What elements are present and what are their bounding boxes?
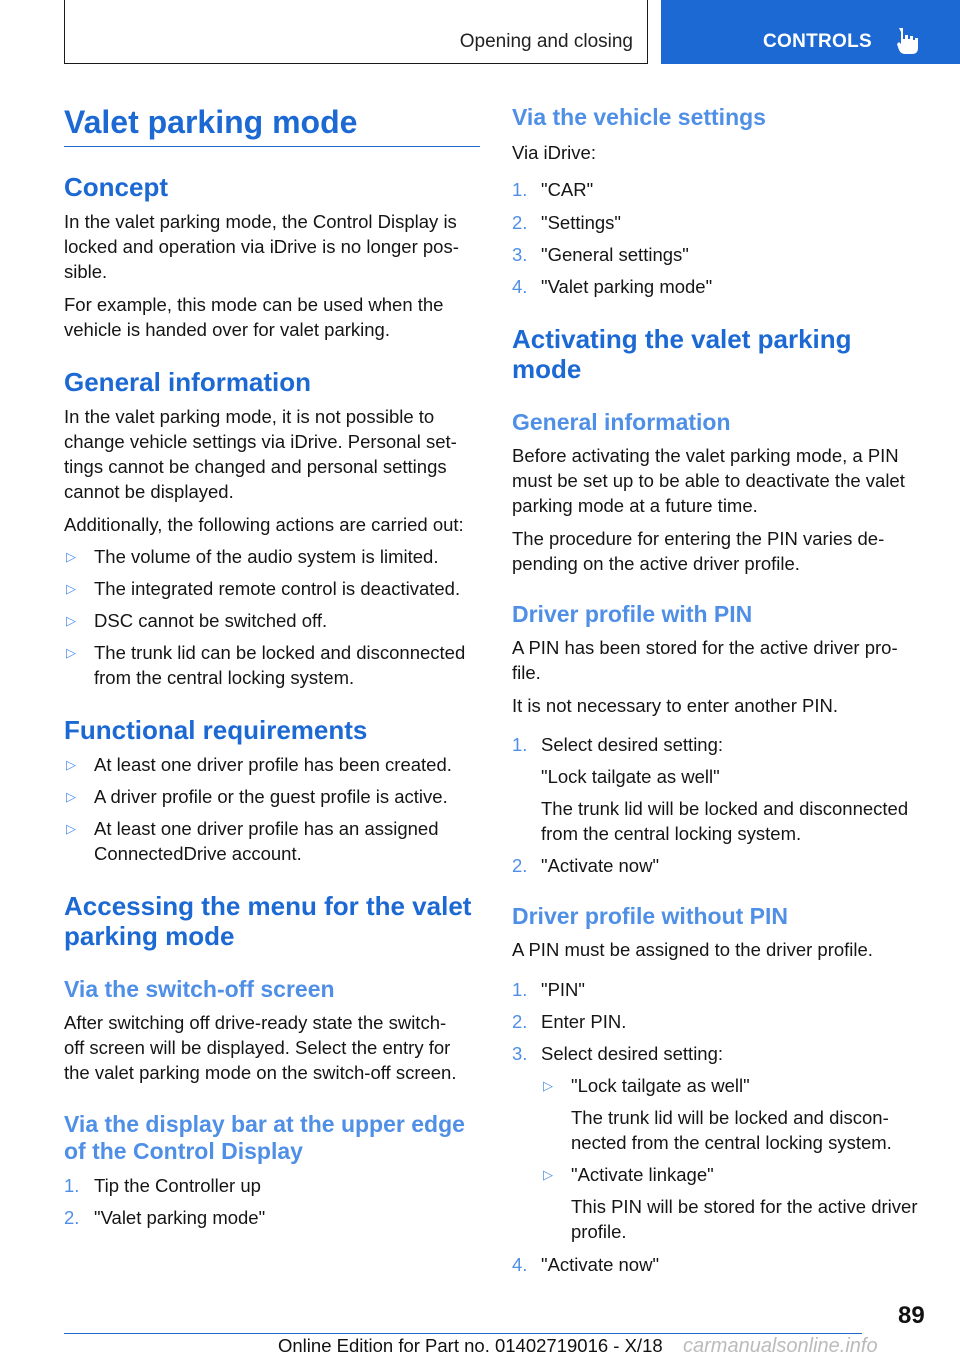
- triangle-bullet-icon: ▷: [66, 549, 76, 564]
- step-text: Select desired setting:: [541, 734, 724, 755]
- withoutpin-heading: Driver profile without PIN: [512, 903, 789, 929]
- general-line: In the valet parking mode, it is not possible to: [64, 406, 435, 427]
- accessing-heading: parking mode: [64, 921, 235, 951]
- switchoff-heading: Via the switch-off screen: [64, 976, 335, 1002]
- functional-heading: Functional requirements: [64, 715, 368, 745]
- activating-line: must be set up to be able to deactivate the valet: [512, 470, 905, 491]
- triangle-bullet-icon: ▷: [66, 757, 76, 772]
- sub-list-detail: The trunk lid will be locked and discon‐: [571, 1107, 889, 1128]
- title-rule: [64, 146, 480, 147]
- switchoff-line: After switching off drive-ready state the switch-: [64, 1012, 447, 1033]
- step-number: 1.: [64, 1175, 80, 1196]
- triangle-bullet-icon: ▷: [66, 789, 76, 804]
- triangle-bullet-icon: ▷: [543, 1167, 553, 1182]
- list-item: At least one driver profile has been created.: [94, 754, 452, 775]
- step-text: "CAR": [541, 179, 594, 200]
- vehicle-intro: Via iDrive:: [512, 142, 596, 163]
- step-detail: from the central locking system.: [541, 823, 802, 844]
- activating-line: Before activating the valet parking mode, a PIN: [512, 445, 899, 466]
- withpin-heading: Driver profile with PIN: [512, 601, 753, 627]
- sub-list-detail: nected from the central locking system.: [571, 1132, 892, 1153]
- switchoff-line: the valet parking mode on the switch-off screen.: [64, 1062, 457, 1083]
- general-line: change vehicle settings via iDrive. Personal set‐: [64, 431, 457, 452]
- step-text: "Activate now": [541, 855, 660, 876]
- concept-line: For example, this mode can be used when the: [64, 294, 444, 315]
- activating-heading: mode: [512, 354, 582, 384]
- list-item-cont: from the central locking system.: [94, 667, 355, 688]
- switchoff-line: off screen will be displayed. Select the entry for: [64, 1037, 451, 1058]
- list-item: The trunk lid can be locked and disconnected: [94, 642, 466, 663]
- step-text: "Activate now": [541, 1254, 660, 1275]
- list-item-cont: ConnectedDrive account.: [94, 843, 302, 864]
- activating-general-heading: General information: [512, 409, 731, 435]
- header-chapter-title: CONTROLS: [763, 31, 873, 52]
- step-number: 2.: [64, 1207, 80, 1228]
- step-text: "Settings": [541, 212, 621, 233]
- accessing-heading: Accessing the menu for the valet: [64, 891, 472, 921]
- footer-edition: Online Edition for Part no. 01402719016 - X/18: [278, 1335, 663, 1356]
- header-chapter-tab[interactable]: [661, 0, 960, 64]
- triangle-bullet-icon: ▷: [66, 645, 76, 660]
- footer-rule: [64, 1333, 862, 1334]
- concept-line: vehicle is handed over for valet parking.: [64, 319, 390, 340]
- sub-list-detail: This PIN will be stored for the active driver: [571, 1196, 918, 1217]
- step-number: 1.: [512, 734, 528, 755]
- step-text: "General settings": [541, 244, 689, 265]
- concept-line: sible.: [64, 261, 108, 282]
- activating-line: The procedure for entering the PIN varies de‐: [512, 528, 885, 549]
- step-number: 1.: [512, 179, 528, 200]
- watermark: carmanualsonline.info: [683, 1335, 878, 1357]
- page-title: Valet parking mode: [64, 104, 358, 140]
- header-section-title: Opening and closing: [459, 31, 633, 52]
- withoutpin-line: A PIN must be assigned to the driver profile.: [512, 939, 873, 960]
- step-number: 2.: [512, 1011, 528, 1032]
- step-text: "Valet parking mode": [94, 1207, 266, 1228]
- step-number: 4.: [512, 276, 528, 297]
- general-line: cannot be displayed.: [64, 481, 234, 502]
- activating-heading: Activating the valet parking: [512, 324, 852, 354]
- step-text: "Valet parking mode": [541, 276, 713, 297]
- general-line: tings cannot be changed and personal settings: [64, 456, 447, 477]
- concept-line: locked and operation via iDrive is no longer pos‐: [64, 236, 459, 257]
- step-number: 3.: [512, 244, 528, 265]
- sub-list-item: "Activate linkage": [571, 1164, 714, 1185]
- step-text: Select desired setting:: [541, 1043, 724, 1064]
- triangle-bullet-icon: ▷: [66, 613, 76, 628]
- list-item: The integrated remote control is deactivated.: [94, 578, 461, 599]
- list-item: DSC cannot be switched off.: [94, 610, 328, 631]
- step-number: 2.: [512, 855, 528, 876]
- concept-line: In the valet parking mode, the Control Display is: [64, 211, 457, 232]
- sub-list-item: "Lock tailgate as well": [571, 1075, 750, 1096]
- vehicle-settings-heading: Via the vehicle settings: [512, 104, 766, 130]
- page-number: 89: [898, 1302, 925, 1329]
- pointing-hand-icon: [895, 26, 921, 56]
- list-item: At least one driver profile has an assigned: [94, 818, 439, 839]
- general-intro: Additionally, the following actions are carried out:: [64, 514, 464, 535]
- triangle-bullet-icon: ▷: [543, 1078, 553, 1093]
- step-detail: The trunk lid will be locked and disconnected: [541, 798, 909, 819]
- list-item: A driver profile or the guest profile is active.: [94, 786, 448, 807]
- step-text: Tip the Controller up: [94, 1175, 261, 1196]
- step-number: 3.: [512, 1043, 528, 1064]
- activating-line: pending on the active driver profile.: [512, 553, 800, 574]
- withpin-line: It is not necessary to enter another PIN.: [512, 695, 838, 716]
- withpin-line: file.: [512, 662, 541, 683]
- displaybar-heading: of the Control Display: [64, 1138, 303, 1164]
- step-number: 1.: [512, 979, 528, 1000]
- header-section-box: [64, 0, 648, 64]
- triangle-bullet-icon: ▷: [66, 581, 76, 596]
- step-text: "PIN": [541, 979, 585, 1000]
- step-detail: "Lock tailgate as well": [541, 766, 720, 787]
- sub-list-detail: profile.: [571, 1221, 627, 1242]
- triangle-bullet-icon: ▷: [66, 821, 76, 836]
- activating-line: parking mode at a future time.: [512, 495, 758, 516]
- step-text: Enter PIN.: [541, 1011, 627, 1032]
- step-number: 2.: [512, 212, 528, 233]
- list-item: The volume of the audio system is limited.: [94, 546, 439, 567]
- concept-heading: Concept: [64, 172, 168, 202]
- general-info-heading: General information: [64, 367, 312, 397]
- step-number: 4.: [512, 1254, 528, 1275]
- withpin-line: A PIN has been stored for the active driver pro‐: [512, 637, 898, 658]
- displaybar-heading: Via the display bar at the upper edge: [64, 1111, 465, 1137]
